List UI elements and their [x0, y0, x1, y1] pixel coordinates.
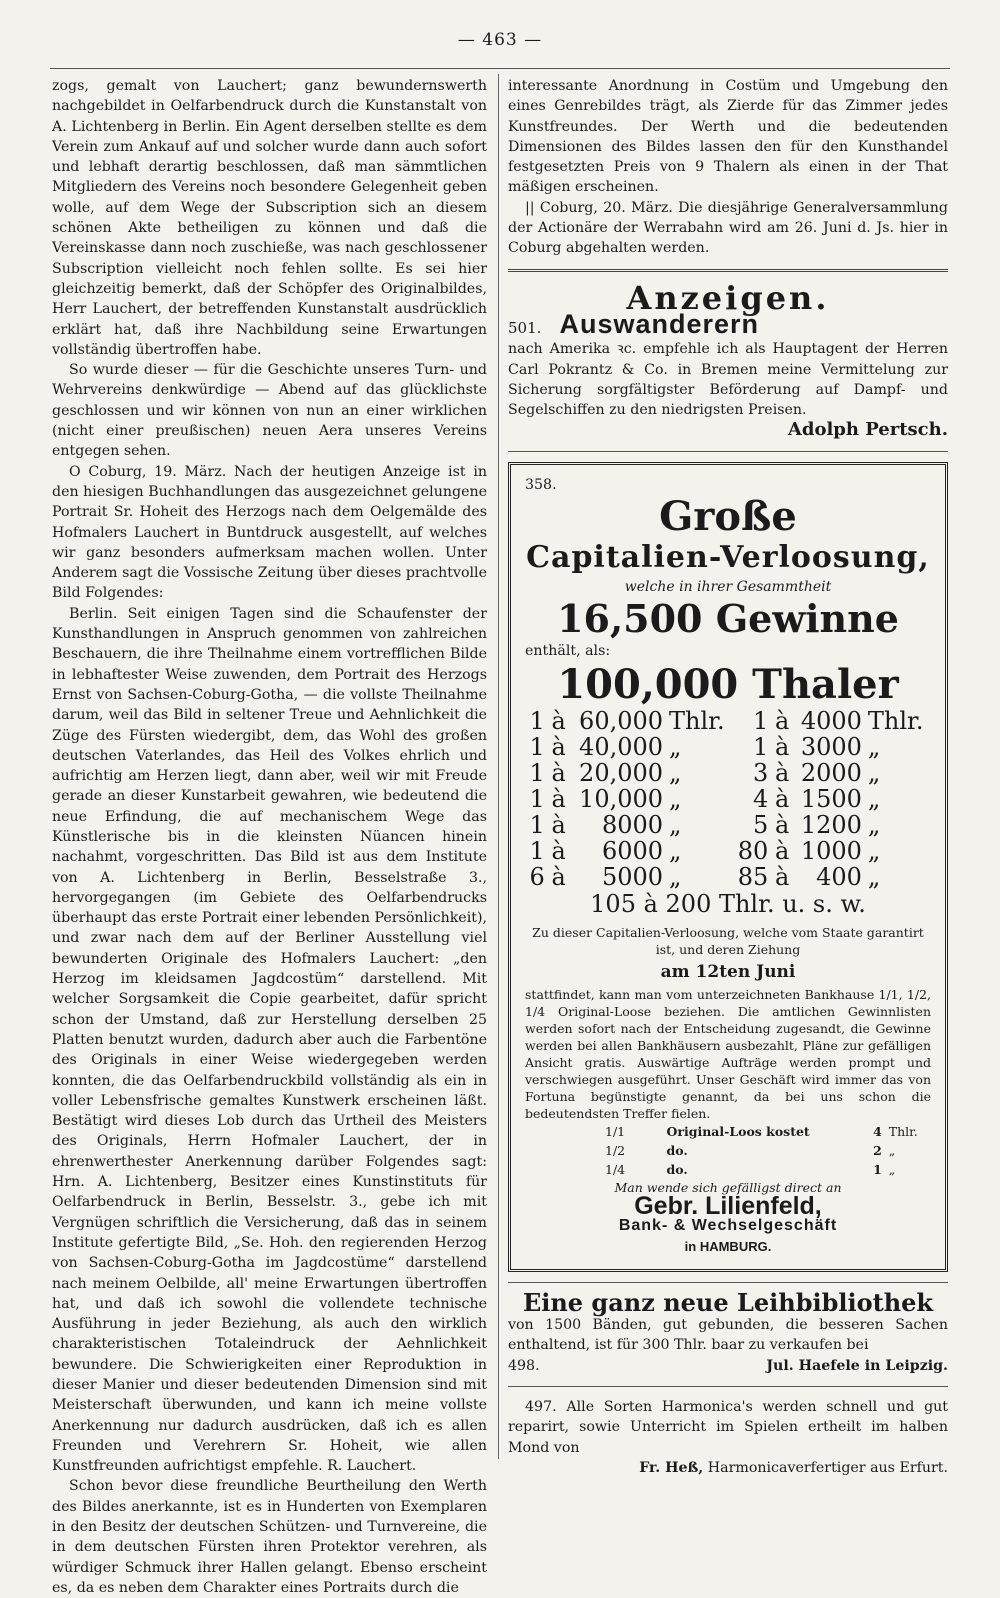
- prize-cell: 1200: [800, 810, 862, 839]
- anzeigen-heading: Anzeigen.: [626, 278, 830, 317]
- prize-cell: 85: [737, 862, 769, 891]
- prize-cell: 5: [752, 810, 769, 839]
- ad-title: Eine ganz neue Leihbibliothek: [522, 1287, 934, 1317]
- prize-row: [525, 838, 931, 864]
- ad-signature: Jul. Haefele in Leipzig.: [766, 1357, 948, 1374]
- price-cell: „: [888, 1142, 896, 1158]
- prize-cell: „: [867, 836, 881, 865]
- price-cell: 1/2: [605, 1142, 626, 1158]
- prize-cell: à: [551, 836, 566, 865]
- news-item-werrabahn: || Coburg, 20. März. Die diesjährige Generalversammlung der Actionäre der Werrabahn wird am 26. Juni d. Js. hier in Coburg abgehalten werden.: [508, 199, 948, 257]
- lottery-prize-count: 16,500 Gewinne: [557, 596, 899, 642]
- firm-type: Bank- & Wechselgeschäft: [618, 1217, 838, 1235]
- prize-cell: à: [774, 810, 790, 839]
- article-paragraph: zogs, gemalt von Lauchert; ganz bewundernswerth nachgebildet in Oelfarbendruck durch die Kunstanstalt von A. Lichtenberg in Berlin. Ein Agent derselben stellte es dem Verein zum Ankauf auf und solcher wurde dann auch sofort und lebhaft derartig beschlossen, daß man sämmtlichen Mitgliedern des Vereins noch besondere Gelegenheit geben wolle, auf dem Wege der Subscription sich an diesem schönen Akte betheiligen zu können und daß die Vereinskasse dann noch zuschieße, was nach geschlossener Subscription vielleicht noch fehlen sollte. Es sei hier gleichzeitig bemerkt, daß der Schöpfer des Originalbildes, Herr Lauchert, der betreffenden Kunstanstalt ausdrücklich erklärt hat, daß ihre Nachbildung seine Erwartungen vollständig übertroffen habe.: [52, 78, 487, 358]
- prize-cell: 2000: [800, 758, 862, 787]
- lottery-contact: Man wende sich gefälligst direct an: [614, 1179, 842, 1195]
- price-cell: 2: [873, 1142, 882, 1158]
- prize-cell: „: [867, 862, 881, 891]
- prize-cell: „: [867, 758, 881, 787]
- ad-title: Auswanderern: [559, 308, 760, 339]
- price-cell: Thlr.: [888, 1123, 918, 1139]
- prize-row: [525, 812, 931, 838]
- prize-cell: Thlr.: [867, 706, 924, 735]
- prize-cell: 6000: [601, 836, 664, 865]
- prize-cell: „: [669, 810, 682, 839]
- lottery-subtitle: welche in ihrer Gesammtheit: [624, 579, 832, 596]
- prize-cell: à: [551, 862, 566, 891]
- prize-row: [525, 864, 931, 890]
- prize-cell: 6: [529, 862, 545, 891]
- news-item-coburg: O Coburg, 19. März. Nach der heutigen Anzeige ist in den hiesigen Buchhandlungen das ausgezeichnet gelungene Portrait Sr. Hoheit des Herzogs nach dem Oelgemälde des Hofmalers Lauchert in Buntdruck ausgestellt, auf welches wir ganz besonders aufmerksam machen wollen. Unter Anderem sagt die Vossische Zeitung über dieses prachtvolle Bild Folgendes:: [52, 463, 487, 602]
- prize-cell: 1: [529, 758, 545, 787]
- prize-cell: 4000: [800, 706, 862, 735]
- prize-cell: 1: [529, 810, 545, 839]
- ad-divider: [508, 451, 948, 452]
- prize-cell: 1500: [800, 784, 862, 813]
- prize-cell: 1: [752, 732, 769, 761]
- prize-cell: „: [669, 836, 682, 865]
- prize-cell: 60,000: [579, 706, 664, 735]
- prize-cell: à: [551, 706, 566, 735]
- lottery-date: am 12ten Juni: [660, 961, 796, 982]
- price-cell: 1: [873, 1161, 882, 1177]
- price-row: [525, 1160, 931, 1179]
- prize-cell: „: [669, 758, 682, 787]
- prize-last-line: 105 à 200 Thlr. u. s. w.: [590, 889, 866, 918]
- prize-cell: 1: [752, 706, 769, 735]
- prize-cell: 400: [816, 862, 862, 891]
- price-row: [525, 1122, 931, 1141]
- ad-harmonica: [508, 1397, 948, 1478]
- prize-cell: Thlr.: [669, 706, 725, 735]
- prize-cell: 4: [752, 784, 769, 813]
- prize-cell: à: [774, 706, 790, 735]
- firm-name: Gebr. Lilienfeld,: [634, 1191, 822, 1220]
- prize-row: [525, 708, 931, 734]
- price-cell: 1/4: [605, 1161, 626, 1177]
- ad-text: 497. Alle Sorten Harmonica's werden schnell und gut reparirt, sowie Unterricht im Spielen ertheilt im halben Mond von: [508, 1399, 948, 1456]
- prize-cell: 1: [529, 784, 545, 813]
- prize-cell: „: [867, 784, 881, 813]
- ad-lottery-box: [508, 462, 948, 1272]
- prize-row: [525, 786, 931, 812]
- prize-cell: à: [774, 784, 790, 813]
- prize-row: [525, 760, 931, 786]
- price-cell: do.: [666, 1161, 688, 1177]
- price-row: [525, 1141, 931, 1160]
- lottery-guarantee: Zu dieser Capitalien-Verloosung, welche vom Staate garantirt ist, und deren Ziehung: [532, 924, 924, 957]
- ad-divider: [508, 1386, 948, 1387]
- ad-number: 498.: [508, 1357, 540, 1374]
- price-table: [525, 1122, 931, 1179]
- prize-cell: 8000: [601, 810, 664, 839]
- prize-cell: à: [774, 758, 790, 787]
- news-item-berlin: Berlin. Seit einigen Tagen sind die Schaufenster der Kunsthandlungen in Anspruch genommen von zahlreichen Beschauern, die ihre Theilnahme einem vortrefflichen Bilde in lebhaftester Weise zuwenden, dem Portrait des Herzogs Ernst von Sachsen-Coburg-Gotha, — die vollste Theilnahme darum, weil das Bild in seltener Treue und Aehnlichkeit die Züge des Fürsten wiedergibt, dem, das Wohl des großen deutschen Vaterlandes, das Heil des Volkes ehrlich und aufrichtig am Herzen liegt, dann aber, weil wir mit Freude gerade an dieser Kunstarbeit gewahren, wie bedeutend die neue Erfindung, die auf mechanischem Wege das Künstlerische bis in die kleinsten Nüancen hinein nachahmt, vorgeschritten. Das Bild ist aus dem Institute von A. Lichtenberg in Berlin, Besselstraße 3., hervorgegangen (im Gebiete des Oelfarbendrucks überhaupt das erste Portrait einer lebenden Persönlichkeit), und zwar nach dem auf der Berliner Ausstellung viel bewunderten Originale des Hofmalers Lauchert: „den Herzog im kleidsamen Jagdcostüm“ darstellend. Mit welcher Sorgsamkeit die Copie gearbeitet, dafür spricht schon der Umstand, daß zur Herstellung derselben 25 Platten benutzt wurden, dadurch aber auch die Farbentöne des Originals in einer Weise wiedergegeben werden konnten, die das Oelfarbendruckbild vollständig als ein in voller Lebensfrische gemaltes Kunstwerk erscheinen läßt. Bestätigt wird dieses Lob durch das Urtheil des Meisters des Originals, Herrn Hofmaler Lauchert, der in ehrenwerthester Anerkennung darüber Folgendes sagt: Hrn. A. Lichtenberg, Besitzer eines Kunstinstituts für Oelfarbendruck in Berlin, Besselstr. 3., gebe ich mit Vergnügen schriftlich die Versicherung, daß das in seinem Institute gefertigte Bild, „Se. Hoh. den regierenden Herzog von Sachsen-Coburg-Gotha im Jagdcostüme“ darstellend nach meinem Oelbilde, all' meine Erwartungen übertroffen hat, und daß ich sowohl die vollendete technische Ausführung in jeder Beziehung, als auch den wirklich charakteristischen Totaleindruck der Aehnlichkeit bewundere. Die Schwierigkeiten einer Reproduktion in dieser Manier und dieser bedeutenden Dimension sind mit Meisterschaft überwunden, und kann ich meine vollste Anerkennung nur dadurch ausdrücken, daß ich es allen Freunden und Verehrern Sr. Hoheit, wie allen Kunstfreunden aufrichtigst empfehle. R. Lauchert.: [52, 605, 487, 1475]
- price-cell: 1/1: [605, 1123, 626, 1139]
- lottery-contains: enthält, als:: [525, 643, 611, 660]
- right-column: [508, 76, 948, 1478]
- ad-number: 501.: [508, 318, 542, 337]
- lottery-top-prize: 100,000 Thaler: [557, 660, 899, 708]
- prize-cell: à: [551, 732, 566, 761]
- column-divider: [498, 74, 499, 1459]
- prize-table: [525, 708, 931, 890]
- section-divider: [508, 269, 948, 272]
- prize-cell: 1000: [800, 836, 862, 865]
- prize-cell: „: [669, 732, 682, 761]
- price-cell: „: [888, 1161, 896, 1177]
- prize-cell: 3: [752, 758, 769, 787]
- prize-cell: 1: [529, 836, 545, 865]
- prize-cell: 5000: [601, 862, 664, 891]
- prize-cell: 1: [529, 706, 545, 735]
- ad-text: nach Amerika ꝛc. empfehle ich als Hauptagent der Herren Carl Pokrantz & Co. in Bremen meine Vermittelung zur Sicherung sorgfältigster Beförderung auf Dampf- und Segelschiffen zu den niedrigsten Preisen.: [508, 341, 948, 419]
- prize-cell: à: [774, 836, 790, 865]
- ad-number: 358.: [525, 476, 557, 493]
- prize-cell: 3000: [800, 732, 862, 761]
- lottery-title-2: Capitalien-Verloosung,: [526, 540, 930, 576]
- prize-cell: 80: [737, 836, 769, 865]
- ad-signature-rest: Harmonicaverfertiger aus Erfurt.: [707, 1459, 948, 1476]
- price-cell: 4: [873, 1123, 882, 1139]
- ad-text: von 1500 Bänden, gut gebunden, die besseren Sachen enthaltend, ist für 300 Thlr. baar zu verkaufen bei: [508, 1317, 948, 1354]
- prize-cell: à: [774, 862, 790, 891]
- page-number: — 463 —: [457, 30, 543, 50]
- prize-cell: „: [867, 732, 881, 761]
- lottery-body: stattfindet, kann man vom unterzeichneten Bankhause 1/1, 1/2, 1/4 Original-Loose beziehen. Die amtlichen Gewinnlisten werden sofort nach der Entscheidung zugesandt, die Gewinne werden bei allen Bankhäusern ausbezahlt, Pläne zur gefälligen Ansicht gratis. Auswärtige Aufträge werden prompt und verschwiegen ausgeführt. Unser Geschäft wird immer das von Fortuna begünstigte genannt, da bei uns schon die bedeutendsten Treffer fielen.: [525, 986, 931, 1121]
- article-paragraph: Schon bevor diese freundliche Beurtheilung den Werth des Bildes anerkannte, ist es in Hunderten von Exemplaren in den Besitz der deutschen Schützen- und Turnvereine, die in dem deutschen Fürsten ihren Protektor verehren, als würdiger Schmuck ihrer Hallen gelangt. Ebenso erscheint es, da es neben dem Charakter eines Portraits durch die: [52, 1478, 487, 1596]
- prize-cell: à: [551, 810, 566, 839]
- ad-signature: Fr. Heß,: [639, 1459, 704, 1476]
- prize-cell: 20,000: [579, 758, 664, 787]
- prize-cell: à: [551, 784, 566, 813]
- firm-city: in HAMBURG.: [684, 1238, 772, 1254]
- left-column: [52, 76, 487, 1598]
- ad-leihbibliothek: [508, 1287, 948, 1376]
- price-cell: Original-Loos kostet: [666, 1123, 810, 1139]
- prize-cell: à: [774, 732, 790, 761]
- article-paragraph: interessante Anordnung in Costüm und Umgebung den eines Genrebildes trägt, als Zierde für das Zimmer jedes Kunstfreundes. Der Werth und die bedeutenden Dimensionen des Bildes lassen den für den Kunsthandel festgesetzten Preis von 9 Thalern als einen in der That mäßigen erscheinen.: [508, 78, 948, 196]
- ad-divider: [508, 1282, 948, 1283]
- prize-cell: 1: [529, 732, 545, 761]
- ad-auswanderern: [508, 308, 948, 441]
- prize-cell: 10,000: [579, 784, 664, 813]
- ad-signature: Adolph Pertsch.: [787, 419, 948, 441]
- header-rule: [50, 68, 950, 69]
- price-cell: do.: [666, 1142, 688, 1158]
- prize-cell: „: [669, 862, 682, 891]
- prize-cell: „: [867, 810, 881, 839]
- prize-row: [525, 734, 931, 760]
- prize-cell: 40,000: [579, 732, 664, 761]
- prize-cell: à: [551, 758, 566, 787]
- prize-cell: „: [669, 784, 682, 813]
- lottery-title-1: Große: [659, 493, 797, 541]
- article-paragraph: So wurde dieser — für die Geschichte unseres Turn- und Wehrvereins denkwürdige — Abend auf das glücklichste geschlossen und wir können von nun an einer wirklichen (nicht einer preußischen) neuen Aera unseres Vereins entgegen sehen.: [52, 362, 487, 460]
